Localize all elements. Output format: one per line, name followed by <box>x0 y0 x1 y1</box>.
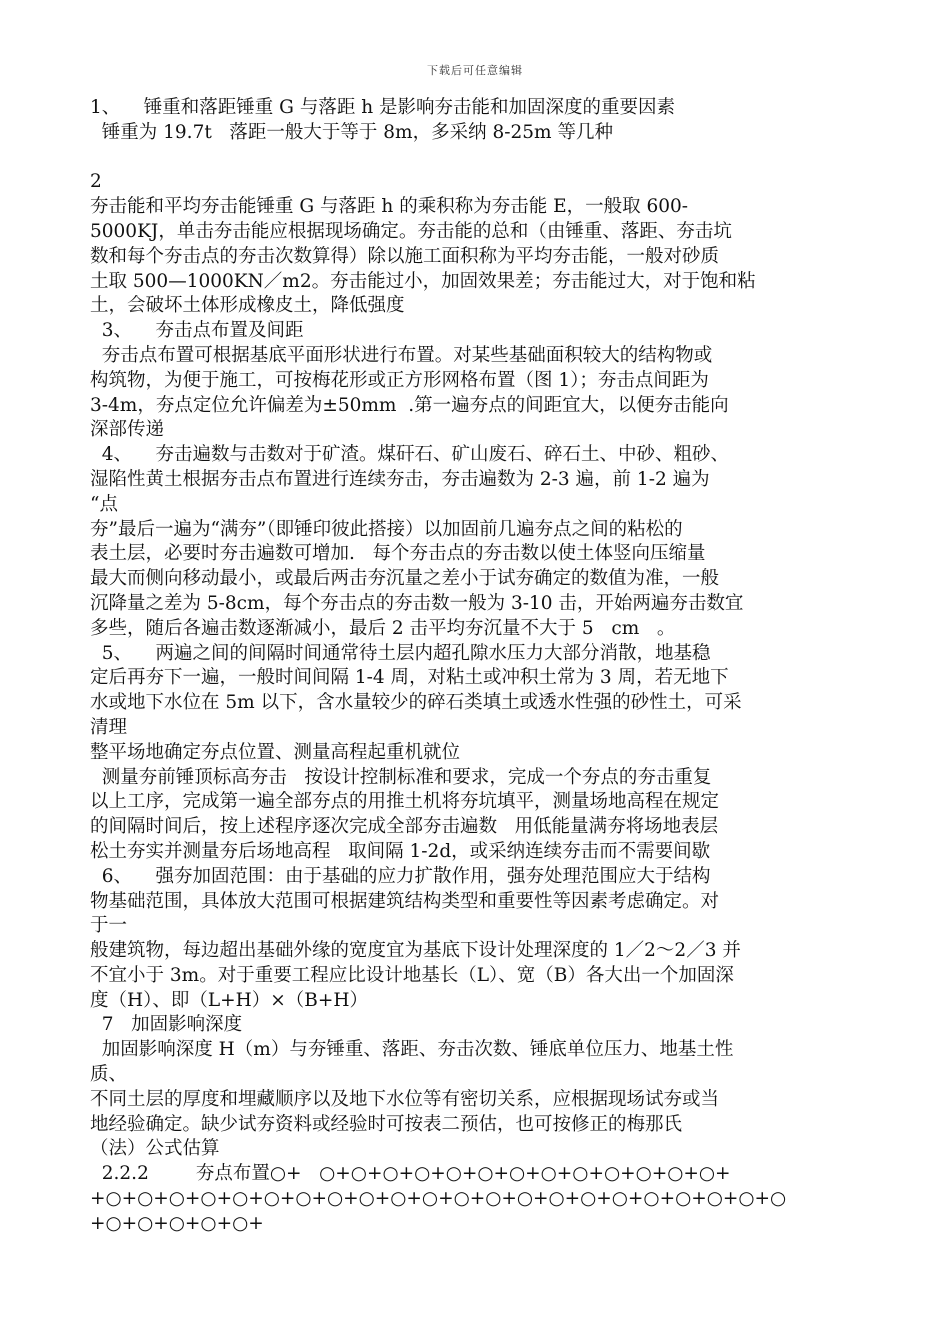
text-line: 清理 <box>90 716 128 738</box>
text-line: +○+○+○+○+○+○+○+○+○+○+○+○+○+○+○+○+○+○+○+○+○+○ <box>90 1188 787 1210</box>
text-line: “点 <box>90 493 118 515</box>
text-line: 1、 锤重和落距锤重 G 与落距 h 是影响夯击能和加固深度的重要因素 <box>90 97 676 118</box>
text-line: 于一 <box>90 915 128 937</box>
text-line: 5000KJ，单击夯击能应根据现场确定。夯击能的总和（由锤重、落距、夯击坑 <box>90 220 732 242</box>
text-line: 数和每个夯击点的夯击次数算得）除以施工面积称为平均夯击能，一般对砂质 <box>90 245 720 267</box>
text-line: 最大而侧向移动最小，或最后两击夯沉量之差小于试夯确定的数值为准，一般 <box>90 568 720 590</box>
text-line: 的间隔时间后，按上述程序逐次完成全部夯击遍数 用低能量满夯将场地表层 <box>90 816 719 838</box>
text-line: 夯击能和平均夯击能锤重 G 与落距 h 的乘积称为夯击能 E，一般取 600- <box>90 196 689 218</box>
text-line: 不宜小于 3m。对于重要工程应比设计地基长（L）、宽（B）各大出一个加固深 <box>90 964 734 986</box>
text-line: 2.2.2 夯点布置○+ ○+○+○+○+○+○+○+○+○+○+○+○+○+ <box>90 1163 731 1185</box>
text-line: 夯击点布置可根据基底平面形状进行布置。对某些基础面积较大的结构物或 <box>90 344 713 366</box>
text-line: 表土层，必要时夯击遍数可增加. 每个夯击点的夯击数以使土体竖向压缩量 <box>90 543 706 565</box>
text-line: 2 <box>90 171 102 193</box>
text-line: 构筑物，为便于施工，可按梅花形或正方形网格布置（图 1）；夯击点间距为 <box>90 369 709 391</box>
text-line: 测量夯前锤顶标高夯击 按设计控制标准和要求，完成一个夯点的夯击重复 <box>90 766 712 788</box>
text-line: 整平场地确定夯点位置、测量高程起重机就位 <box>90 741 461 763</box>
text-line: 沉降量之差为 5-8cm，每个夯击点的夯击数一般为 3-10 击，开始两遍夯击数宜 <box>90 592 744 614</box>
text-line: 土取 500—1000KN／m2。夯击能过小，加固效果差；夯击能过大，对于饱和粘 <box>90 270 756 292</box>
text-line: 夯”最后一遍为“满夯”（即锤印彼此搭接）以加固前几遍夯点之间的粘松的 <box>90 518 683 540</box>
text-line: 7 加固影响深度 <box>90 1014 243 1036</box>
text-line: 湿陷性黄土根据夯击点布置进行连续夯击，夯击遍数为 2-3 遍，前 1-2 遍为 <box>90 468 710 490</box>
text-line: +○+○+○+○+○+ <box>90 1212 264 1234</box>
text-line: 土，会破坏土体形成橡皮土，降低强度 <box>90 295 405 317</box>
text-line: 4、 夯击遍数与击数对于矿渣。煤矸石、矿山废石、碎石土、中砂、粗砂、 <box>90 444 730 466</box>
document-body <box>90 96 870 1237</box>
text-line: 加固影响深度 H（m）与夯锤重、落距、夯击次数、锤底单位压力、地基土性 <box>90 1039 734 1061</box>
text-line: 锤重为 19.7t 落距一般大于等于 8m，多采纳 8-25m 等几种 <box>90 121 613 143</box>
text-line: 深部传递 <box>90 419 165 441</box>
text-line: 般建筑物，每边超出基础外缘的宽度宜为基底下设计处理深度的 1／2～2／3 并 <box>90 940 741 962</box>
page-header: 下载后可任意编辑 <box>427 64 523 77</box>
text-line: 地经验确定。缺少试夯资料或经验时可按表二预估，也可按修正的梅那氏 <box>90 1113 683 1135</box>
text-line: 以上工序，完成第一遍全部夯点的用推土机将夯坑填平，测量场地高程在规定 <box>90 791 720 813</box>
text-line: 多些，随后各遍击数逐渐减小，最后 2 击平均夯沉量不大于 5 cm 。 <box>90 617 676 639</box>
text-line: 度（H）、即（L+H）×（B+H） <box>90 989 369 1011</box>
text-line: 3、 夯击点布置及间距 <box>90 320 304 342</box>
text-line: 松土夯实并测量夯后场地高程 取间隔 1-2d，或采纳连续夯击而不需要间歇 <box>90 840 711 862</box>
text-line: （法）公式估算 <box>90 1138 220 1160</box>
text-line: 定后再夯下一遍，一般时间间隔 1-4 周，对粘土或冲积土常为 3 周，若无地下 <box>90 667 729 689</box>
text-line <box>90 146 870 171</box>
text-line: 3-4m，夯点定位允许偏差为±50mm .第一遍夯点的间距宜大，以便夯击能向 <box>90 394 729 416</box>
text-line: 质、 <box>90 1064 128 1086</box>
text-line: 6、 强夯加固范围：由于基础的应力扩散作用，强夯处理范围应大于结构 <box>90 865 711 887</box>
text-line: 5、 两遍之间的间隔时间通常待土层内超孔隙水压力大部分消散，地基稳 <box>90 642 711 664</box>
text-line: 水或地下水位在 5m 以下，含水量较少的碎石类填土或透水性强的砂性土，可采 <box>90 692 742 714</box>
text-line: 不同土层的厚度和埋藏顺序以及地下水位等有密切关系，应根据现场试夯或当 <box>90 1088 720 1110</box>
text-line: 物基础范围，具体放大范围可根据建筑结构类型和重要性等因素考虑确定。对 <box>90 890 720 912</box>
